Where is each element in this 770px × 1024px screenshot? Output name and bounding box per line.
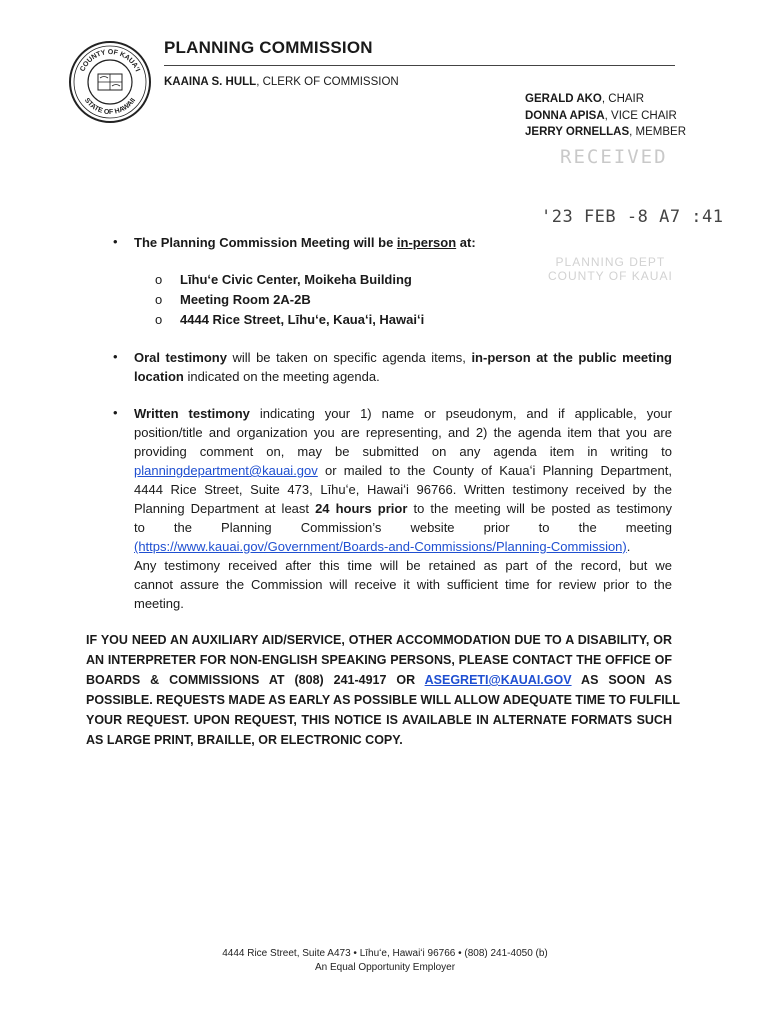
emphasis-text: 24 hours prior bbox=[315, 501, 408, 516]
written-testimony-paragraph bbox=[134, 404, 672, 613]
text-run: . bbox=[626, 539, 631, 554]
paragraph-line bbox=[134, 537, 672, 556]
notice-line: IF YOU NEED AN AUXILIARY AID/SERVICE, OTHER ACCOMMODATION DUE TO A DISABILITY, OR bbox=[86, 633, 672, 647]
commission-members bbox=[525, 91, 686, 141]
member-member bbox=[525, 124, 686, 141]
text-run: will be taken on specific agenda items, bbox=[226, 350, 472, 365]
paragraph-line bbox=[134, 404, 672, 423]
text-run: indicating your 1) name or pseudonym, and if applicable, your bbox=[249, 406, 672, 421]
header-divider bbox=[164, 65, 675, 66]
notice-line: YOUR REQUEST. UPON REQUEST, THIS NOTICE IS AVAILABLE IN ALTERNATE FORMATS SUCH bbox=[86, 713, 672, 727]
stamp-dept-line: PLANNING DEPT bbox=[555, 255, 666, 269]
emphasis-text: in-person at the public meeting bbox=[471, 350, 672, 365]
circle-bullet-icon: o bbox=[155, 292, 163, 307]
clerk-name: KAAINA S. HULL bbox=[164, 76, 257, 88]
footer-eoe: An Equal Opportunity Employer bbox=[314, 962, 456, 973]
text-run: AS SOON AS bbox=[571, 673, 672, 687]
meeting-location-intro bbox=[134, 233, 476, 252]
paragraph-line bbox=[134, 499, 672, 518]
circle-bullet-icon: o bbox=[155, 312, 163, 327]
received-date-stamp: '23 FEB -8 A7 :41 bbox=[541, 207, 724, 227]
boards-email-link[interactable]: ASEGRETI@KAUAI.GOV bbox=[424, 673, 572, 687]
seal-bottom-text: STATE OF HAWAII bbox=[82, 97, 138, 117]
seal-top-text: COUNTY OF KAUAʻI bbox=[79, 48, 141, 73]
written-testimony-heading: Written testimony bbox=[134, 406, 250, 421]
clerk-role: , CLERK OF COMMISSION bbox=[256, 76, 399, 88]
oral-testimony-paragraph bbox=[134, 348, 672, 386]
emphasis-text: location bbox=[134, 369, 184, 384]
stamp-dept-line: COUNTY OF KAUAI bbox=[548, 269, 673, 283]
location-address: 4444 Rice Street, Līhuʻe, Kauaʻi, Hawaiʻi bbox=[180, 312, 425, 327]
text-run: BOARDS & COMMISSIONS AT (808) 241-4917 OR bbox=[86, 673, 425, 687]
clerk-line bbox=[164, 76, 399, 88]
location-room: Meeting Room 2A-2B bbox=[180, 292, 311, 307]
member-name: JERRY ORNELLAS bbox=[525, 126, 630, 138]
member-name: DONNA APISA bbox=[525, 109, 605, 122]
paragraph-line: providing comment on, may be submitted on any agenda item in writing to bbox=[134, 444, 672, 459]
text-run: Planning Department at least bbox=[134, 501, 316, 516]
accessibility-notice bbox=[86, 630, 681, 750]
circle-bullet-icon: o bbox=[155, 272, 163, 287]
paragraph-line bbox=[134, 348, 672, 367]
page-title: PLANNING COMMISSION bbox=[164, 38, 373, 57]
member-vice-chair bbox=[525, 108, 686, 125]
footer-address: 4444 Rice Street, Suite A473 • Līhuʻe, Hawaiʻi 96766 • (808) 241-4050 (b) bbox=[222, 948, 548, 959]
paragraph-line bbox=[134, 461, 672, 480]
received-dept-stamp bbox=[548, 255, 673, 283]
intro-text: The Planning Commission Meeting will be bbox=[134, 235, 397, 250]
member-name: GERALD AKO bbox=[525, 93, 602, 105]
notice-line bbox=[86, 670, 672, 690]
intro-suffix: at: bbox=[456, 235, 476, 250]
text-run: indicated on the meeting agenda. bbox=[183, 369, 380, 384]
paragraph-line: Any testimony received after this time will be retained as part of the record, but we bbox=[134, 558, 672, 573]
bullet-icon: • bbox=[113, 349, 118, 364]
paragraph-line: 4444 Rice Street, Suite 473, Līhuʻe, Hawaiʻi 96766. Written testimony received by the bbox=[134, 482, 672, 497]
paragraph-line: position/title and organization you are representing, and 2) the agenda item that you are bbox=[134, 425, 672, 440]
member-role: , MEMBER bbox=[629, 126, 687, 138]
notice-line: AN INTERPRETER FOR NON-ENGLISH SPEAKING PERSONS, PLEASE CONTACT THE OFFICE OF bbox=[86, 653, 672, 667]
bullet-icon: • bbox=[113, 234, 118, 249]
member-role: , VICE CHAIR bbox=[604, 109, 677, 122]
member-chair bbox=[525, 91, 686, 108]
in-person-emphasis: in-person bbox=[396, 235, 457, 250]
paragraph-line: meeting. bbox=[134, 596, 184, 611]
svg-text:STATE OF HAWAII bbox=[83, 97, 137, 116]
text-run: or mailed to the County of Kauaʻi Planning Department, bbox=[317, 463, 672, 478]
oral-testimony-heading: Oral testimony bbox=[134, 350, 227, 365]
member-role: , CHAIR bbox=[601, 93, 645, 105]
county-seal-logo bbox=[68, 40, 152, 124]
commission-website-link[interactable]: (https://www.kauai.gov/Government/Boards-and-Commissions/Planning-Commission) bbox=[134, 539, 627, 554]
svg-text:COUNTY OF KAUAʻI bbox=[79, 49, 140, 73]
notice-line: AS LARGE PRINT, BRAILLE, OR ELECTRONIC COPY. bbox=[86, 733, 403, 747]
bullet-icon: • bbox=[113, 405, 118, 420]
paragraph-line: cannot assure the Commission will receive it with sufficient time for review prior to the bbox=[134, 577, 672, 592]
text-run: to the meeting will be posted as testimony bbox=[407, 501, 672, 516]
paragraph-line: to the Planning Commission’s website prior to the meeting bbox=[134, 520, 672, 535]
planning-email-link[interactable]: planningdepartment@kauai.gov bbox=[134, 463, 318, 478]
received-stamp: RECEIVED bbox=[560, 146, 668, 168]
notice-line: POSSIBLE. REQUESTS MADE AS EARLY AS POSSIBLE WILL ALLOW ADEQUATE TIME TO FULFILL bbox=[86, 693, 681, 707]
paragraph-line bbox=[134, 367, 672, 386]
location-building: Līhuʻe Civic Center, Moikeha Building bbox=[180, 272, 412, 287]
